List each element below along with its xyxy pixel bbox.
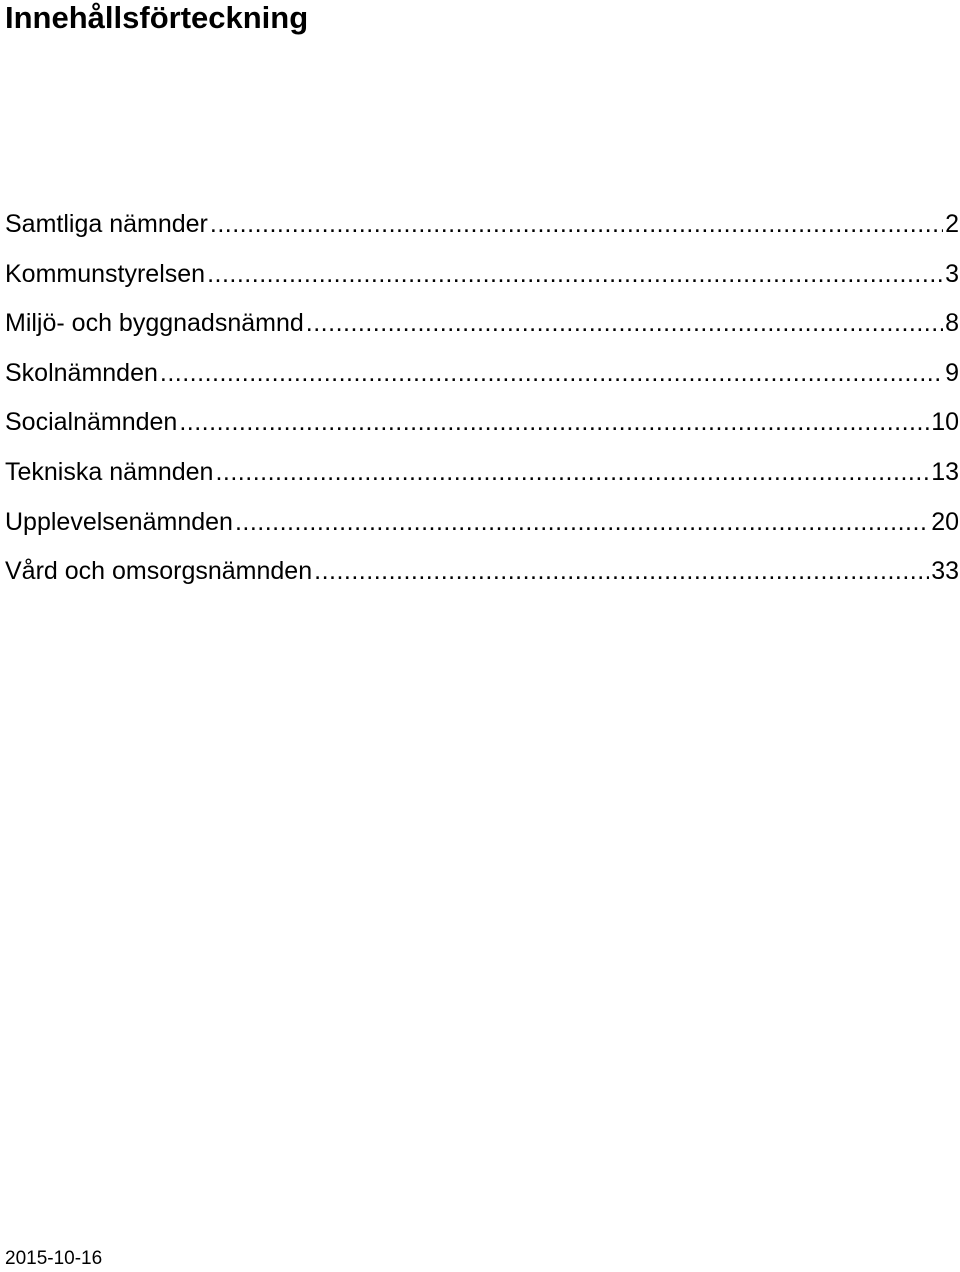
toc-dot-leader <box>207 254 943 294</box>
toc-entry-tekniska-namnden[interactable] <box>5 452 959 502</box>
footer-date: 2015-10-16 <box>5 1248 103 1269</box>
toc-entry-label: Socialnämnden <box>5 408 178 437</box>
toc-entry-page: 33 <box>931 557 959 586</box>
toc-dot-leader <box>160 353 943 393</box>
toc-entry-samtliga-namnder[interactable] <box>5 204 959 254</box>
toc-entry-page: 3 <box>945 259 959 288</box>
toc-entry-label: Miljö- och byggnadsnämnd <box>5 309 304 338</box>
toc-dot-leader <box>235 502 929 542</box>
toc-entry-vard-och-omsorgsnamnden[interactable] <box>5 551 959 601</box>
toc-entry-page: 20 <box>931 507 959 536</box>
toc-dot-leader <box>306 303 943 343</box>
toc-entry-page: 9 <box>945 358 959 387</box>
toc-entry-upplevelsenamnden[interactable] <box>5 502 959 552</box>
toc-entry-skolnamnden[interactable] <box>5 353 959 403</box>
toc-entry-page: 8 <box>945 309 959 338</box>
toc-entry-miljo-och-byggnadsnamnd[interactable] <box>5 303 959 353</box>
toc-dot-leader <box>179 402 929 442</box>
page-title: Innehållsförteckning <box>5 0 309 35</box>
toc-entry-label: Kommunstyrelsen <box>5 259 206 288</box>
toc-entry-kommunstyrelsen[interactable] <box>5 254 959 304</box>
toc-entry-page: 2 <box>945 210 959 238</box>
toc-entry-label: Vård och omsorgsnämnden <box>5 557 313 586</box>
toc-dot-leader <box>210 204 943 244</box>
toc-entry-label: Upplevelsenämnden <box>5 507 233 536</box>
toc-entry-page: 10 <box>931 408 959 437</box>
toc-dot-leader <box>215 452 929 492</box>
table-of-contents <box>5 204 959 601</box>
toc-dot-leader <box>314 551 929 591</box>
toc-entry-label: Skolnämnden <box>5 358 158 387</box>
toc-entry-label: Tekniska nämnden <box>5 457 214 486</box>
toc-entry-page: 13 <box>931 457 959 486</box>
toc-entry-socialnamnden[interactable] <box>5 402 959 452</box>
toc-entry-label: Samtliga nämnder <box>5 210 208 238</box>
